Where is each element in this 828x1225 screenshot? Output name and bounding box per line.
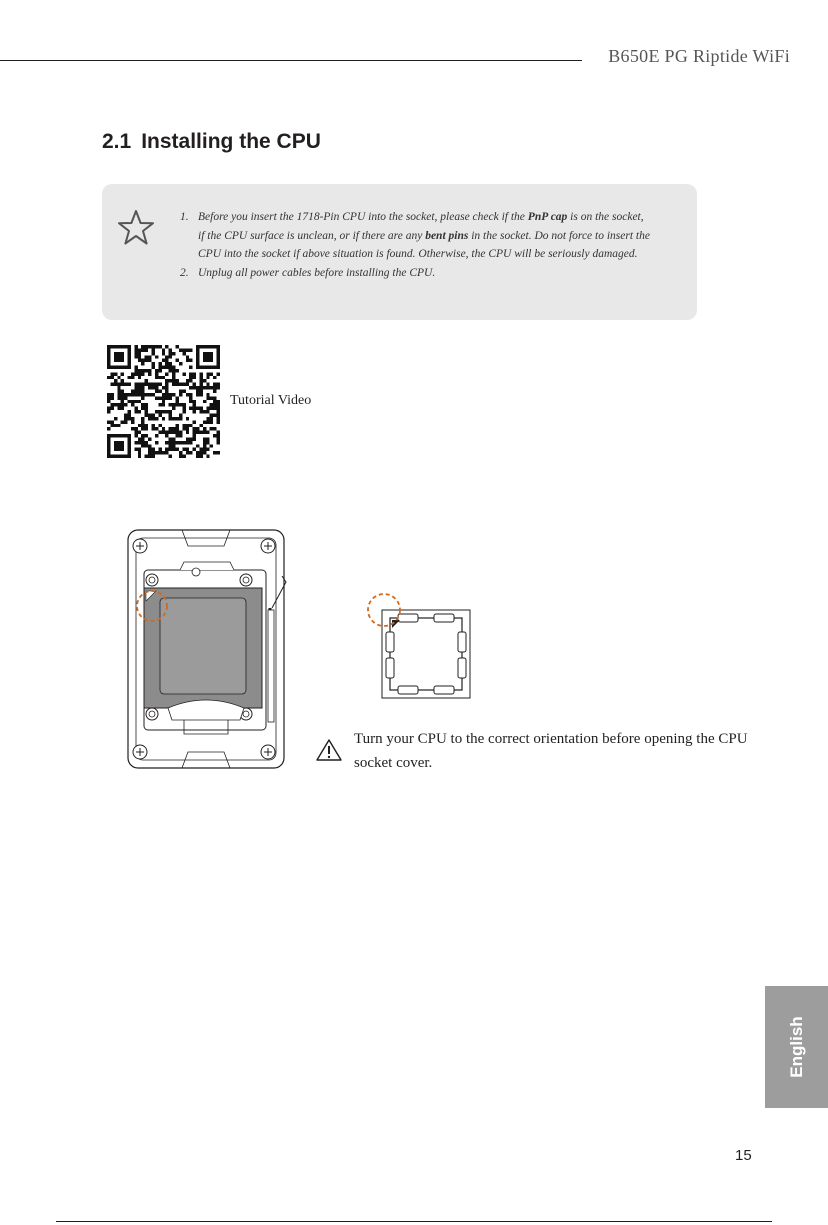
cpu-orientation-diagram: [362, 590, 474, 700]
note-list: [180, 208, 650, 282]
warning-icon: [316, 738, 342, 762]
note-text: Unplug all power cables before installing the CPU.: [198, 266, 436, 279]
note-emphasis: bent pins: [425, 229, 469, 242]
note-text: in the socket. Do not force to insert the CPU into the socket if above situation is found. Otherwise, the CPU will be seriously damaged.: [198, 229, 650, 260]
footer-rule: [56, 1221, 772, 1222]
note-text: is on the socket, if the CPU surface is unclean, or if there are any: [198, 211, 644, 242]
star-icon: [116, 208, 156, 248]
note-emphasis: PnP cap: [527, 211, 568, 223]
header-title: B650E PG Riptide WiFi: [608, 46, 790, 66]
section-number: 2.1: [102, 130, 132, 153]
tutorial-video-label: Tutorial Video: [230, 393, 312, 408]
note-item: [180, 264, 650, 283]
language-tab: [765, 986, 828, 1108]
warning-text: Turn your CPU to the correct orientation before opening the CPU socket cover.: [354, 731, 748, 771]
section-title: [102, 130, 321, 154]
qr-code[interactable]: [107, 345, 220, 458]
note-item: [180, 208, 650, 264]
language-tab-label: English: [786, 1016, 806, 1078]
header-rule: [0, 60, 582, 61]
note-item-index: 2.: [180, 266, 189, 279]
cpu-socket-diagram: [122, 524, 290, 774]
note-item-index: 1.: [180, 211, 189, 223]
note-box: [102, 184, 697, 320]
section-title-text: Installing the CPU: [141, 130, 321, 153]
page-number: 15: [735, 1147, 752, 1164]
note-text: Before you insert the 1718-Pin CPU into the socket, please check if the: [198, 211, 528, 223]
